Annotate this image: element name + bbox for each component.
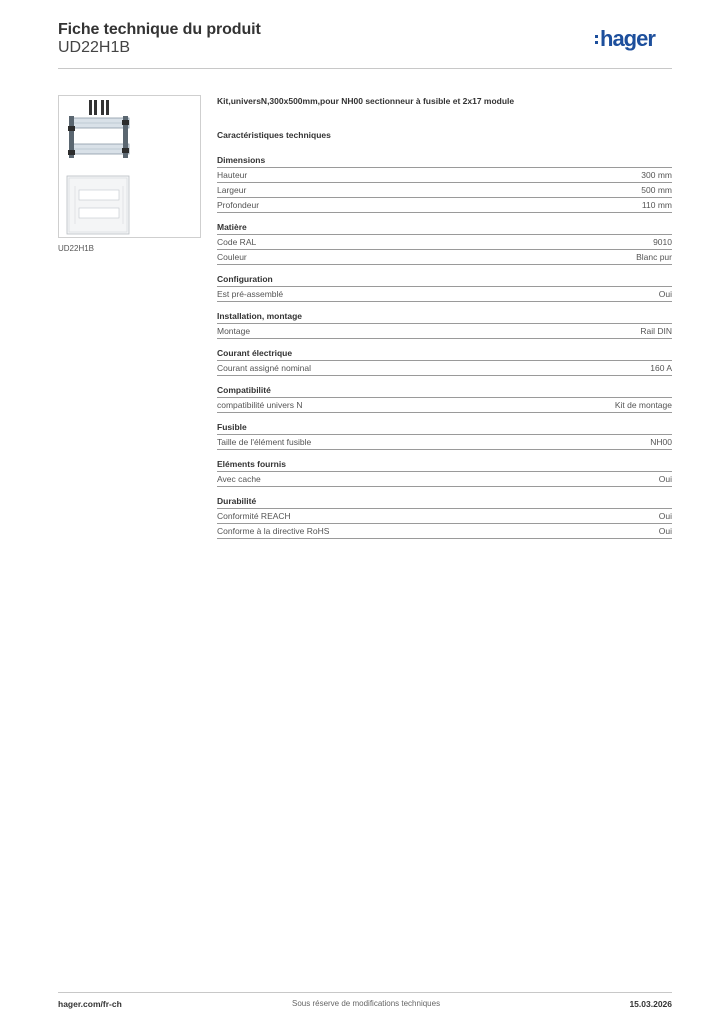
spec-group-courant	[217, 348, 672, 376]
spec-label: compatibilité univers N	[217, 400, 303, 410]
spec-group-dimensions	[217, 155, 672, 213]
spec-value: NH00	[650, 437, 672, 447]
image-caption: UD22H1B	[58, 244, 95, 253]
spec-group-title: Fusible	[217, 422, 672, 435]
spec-row	[217, 287, 672, 302]
spec-label: Largeur	[217, 185, 247, 195]
spec-row	[217, 398, 672, 413]
spec-label: Couleur	[217, 252, 247, 262]
spec-row	[217, 168, 672, 183]
spec-group-durabilite	[217, 496, 672, 539]
spec-label: Profondeur	[217, 200, 260, 210]
spec-value: Oui	[658, 511, 672, 521]
footer-divider	[58, 992, 672, 993]
specs-table	[217, 155, 672, 548]
product-image	[58, 95, 201, 238]
spec-value: 160 A	[650, 363, 672, 373]
footer-notice: Sous réserve de modifications techniques	[292, 999, 441, 1008]
spec-value: Oui	[658, 526, 672, 536]
hager-logo	[595, 26, 655, 58]
spec-group-compatibilite	[217, 385, 672, 413]
spec-label: Courant assigné nominal	[217, 363, 312, 373]
spec-label: Taille de l'élément fusible	[217, 437, 312, 447]
product-description: Kit,universN,300x500mm,pour NH00 sectionneur à fusible et 2x17 module	[217, 96, 515, 106]
spec-group-title: Matière	[217, 222, 672, 235]
product-code: UD22H1B	[58, 39, 131, 56]
spec-label: Avec cache	[217, 474, 261, 484]
spec-group-elements-fournis	[217, 459, 672, 487]
spec-group-configuration	[217, 274, 672, 302]
spec-row	[217, 198, 672, 213]
header-divider	[58, 68, 672, 69]
spec-value: 300 mm	[641, 170, 672, 180]
footer-website-link[interactable]: hager.com/fr-ch	[58, 999, 122, 1009]
spec-value: Blanc pur	[636, 252, 672, 262]
spec-row	[217, 435, 672, 450]
spec-row	[217, 472, 672, 487]
spec-group-title: Installation, montage	[217, 311, 672, 324]
spec-label: Montage	[217, 326, 251, 336]
spec-row	[217, 250, 672, 265]
page-title: Fiche technique du produit	[58, 21, 261, 38]
spec-group-title: Durabilité	[217, 496, 672, 509]
spec-value: 110 mm	[641, 200, 672, 210]
spec-row	[217, 524, 672, 539]
spec-label: Hauteur	[217, 170, 248, 180]
spec-value: Oui	[658, 474, 672, 484]
spec-group-title: Dimensions	[217, 155, 672, 168]
spec-value: Rail DIN	[640, 326, 672, 336]
product-illustration-icon	[59, 96, 200, 237]
spec-label: Conforme à la directive RoHS	[217, 526, 330, 536]
spec-group-fusible	[217, 422, 672, 450]
spec-row	[217, 509, 672, 524]
spec-value: 500 mm	[641, 185, 672, 195]
spec-row	[217, 324, 672, 339]
spec-row	[217, 235, 672, 250]
spec-group-installation	[217, 311, 672, 339]
spec-group-title: Configuration	[217, 274, 672, 287]
spec-label: Conformité REACH	[217, 511, 291, 521]
spec-row	[217, 361, 672, 376]
spec-value: Kit de montage	[614, 400, 672, 410]
spec-group-title: Compatibilité	[217, 385, 672, 398]
specs-heading: Caractéristiques techniques	[217, 130, 331, 140]
spec-value: 9010	[653, 237, 672, 247]
spec-value: Oui	[658, 289, 672, 299]
spec-group-matiere	[217, 222, 672, 265]
logo-text: hager	[600, 26, 655, 51]
logo-dots-icon	[595, 35, 598, 44]
spec-group-title: Eléments fournis	[217, 459, 672, 472]
footer-date: 15.03.2026	[629, 999, 672, 1009]
spec-row	[217, 183, 672, 198]
spec-group-title: Courant électrique	[217, 348, 672, 361]
spec-label: Code RAL	[217, 237, 257, 247]
spec-label: Est pré-assemblé	[217, 289, 284, 299]
